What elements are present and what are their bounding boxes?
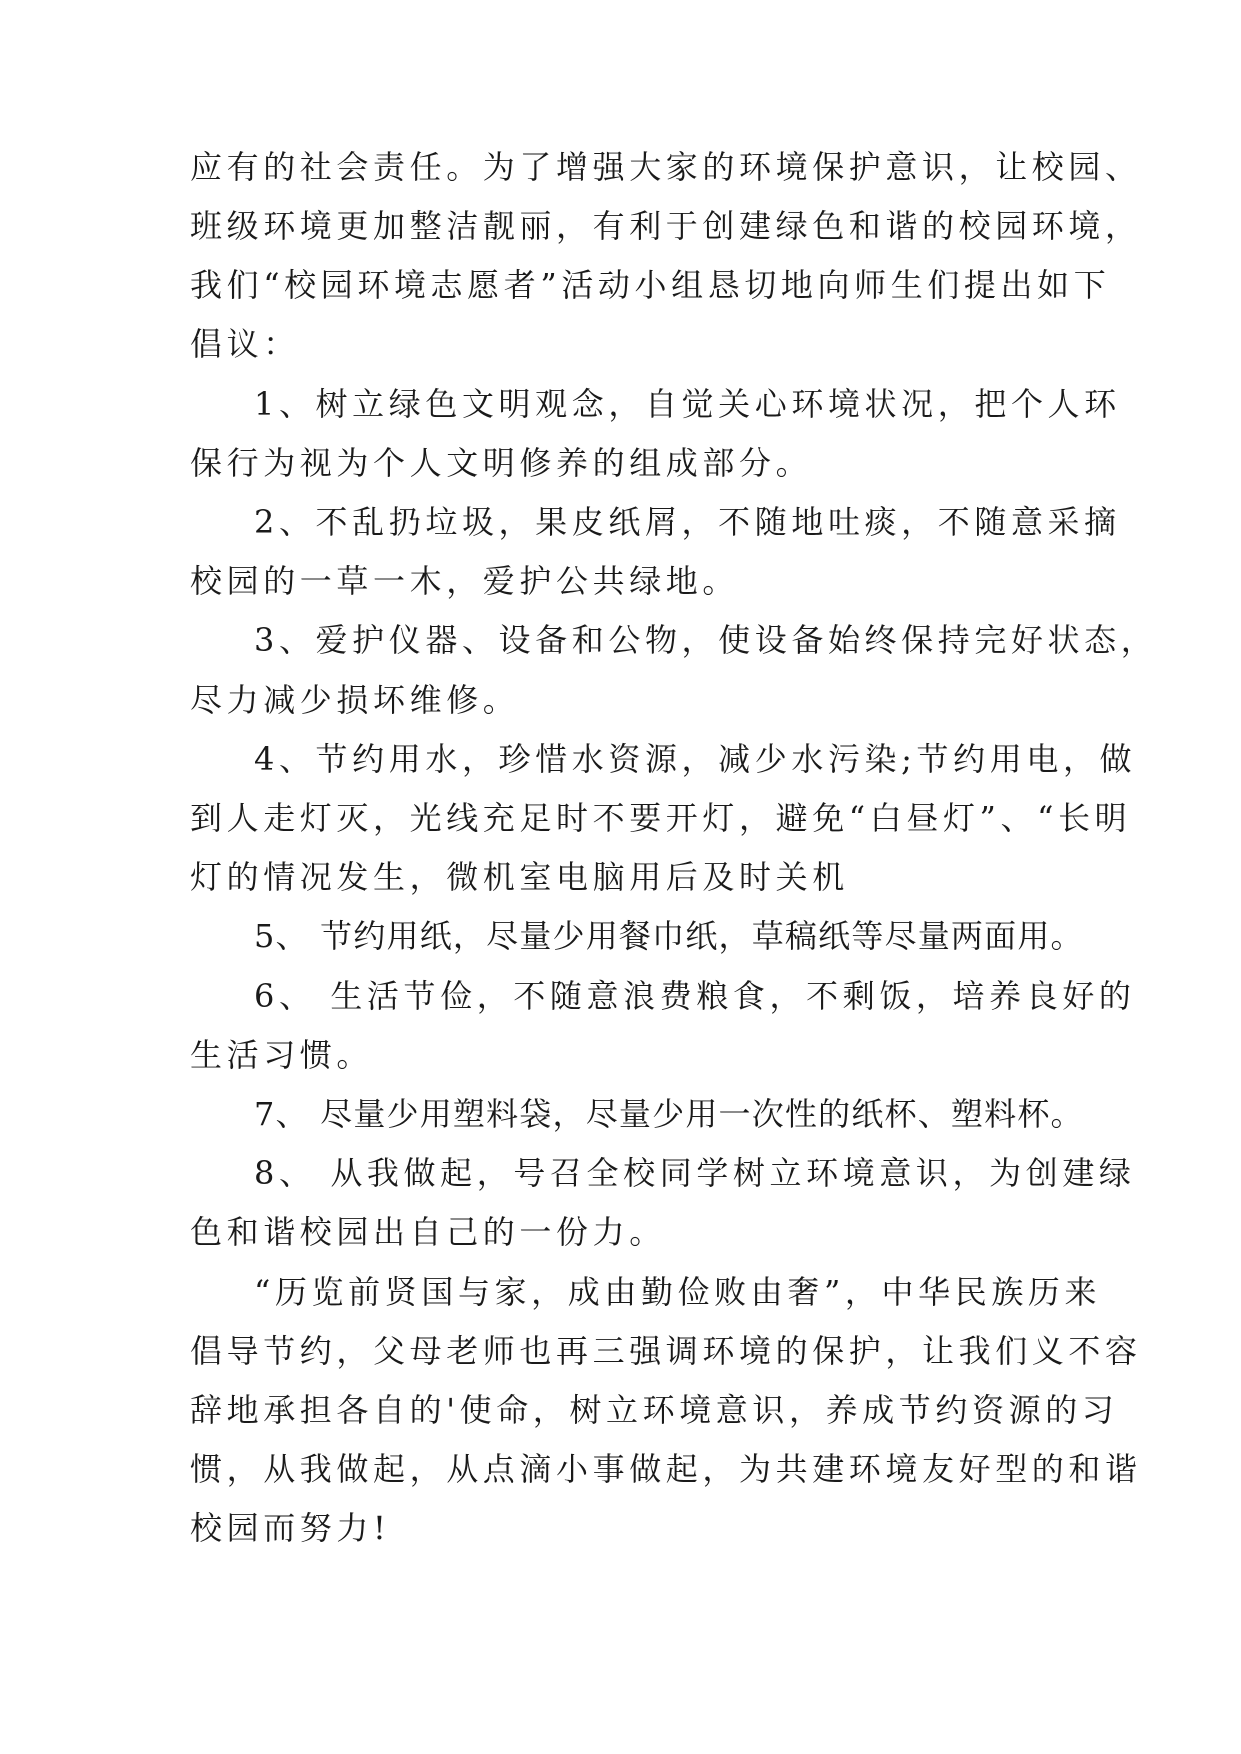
text-line: 2、不乱扔垃圾，果皮纸屑，不随地吐痰，不随意采摘: [254, 503, 1121, 541]
text-line: 班级环境更加整洁靓丽，有利于创建绿色和谐的校园环境，: [190, 207, 1142, 245]
text-line: “历览前贤国与家，成由勤俭败由奢”，中华民族历来: [254, 1273, 1102, 1311]
text-line: 应有的社会责任。为了增强大家的环境保护意识，让校园、: [190, 148, 1142, 186]
text-line: 4、节约用水，珍惜水资源，减少水污染;节约用电，做: [254, 740, 1137, 778]
text-line: 生活习惯。: [190, 1036, 374, 1074]
text-line: 3、爱护仪器、设备和公物，使设备始终保持完好状态，: [254, 621, 1158, 659]
text-line: 灯的情况发生，微机室电脑用后及时关机: [190, 858, 849, 896]
text-line: 到人走灯灭，光线充足时不要开灯，避免“白昼灯”、“长明: [190, 799, 1132, 837]
text-line: 校园的一草一木，爱护公共绿地。: [190, 562, 740, 600]
text-line: 校园而努力!: [190, 1509, 391, 1547]
text-line: 7、 尽量少用塑料袋，尽量少用一次性的纸杯、塑料杯。: [254, 1095, 1084, 1133]
text-line: 惯，从我做起，从点滴小事做起，为共建环境友好型的和谐: [190, 1450, 1142, 1488]
text-line: 我们“校园环境志愿者”活动小组恳切地向师生们提出如下: [190, 266, 1111, 304]
text-line: 色和谐校园出自己的一份力。: [190, 1213, 666, 1251]
text-line: 5、 节约用纸，尽量少用餐巾纸，草稿纸等尽量两面用。: [254, 917, 1084, 955]
text-line: 1、树立绿色文明观念，自觉关心环境状况，把个人环: [254, 385, 1121, 423]
text-line: 6、 生活节俭，不随意浪费粮食，不剩饭，培养良好的: [254, 977, 1136, 1015]
text-line: 辞地承担各自的'使命，树立环境意识，养成节约资源的习: [190, 1391, 1119, 1429]
text-line: 尽力减少损坏维修。: [190, 681, 520, 719]
text-line: 倡导节约，父母老师也再三强调环境的保护，让我们义不容: [190, 1332, 1142, 1370]
text-line: 保行为视为个人文明修养的组成部分。: [190, 444, 813, 482]
text-line: 8、 从我做起，号召全校同学树立环境意识，为创建绿: [254, 1154, 1136, 1192]
text-line: 倡议：: [190, 325, 300, 363]
